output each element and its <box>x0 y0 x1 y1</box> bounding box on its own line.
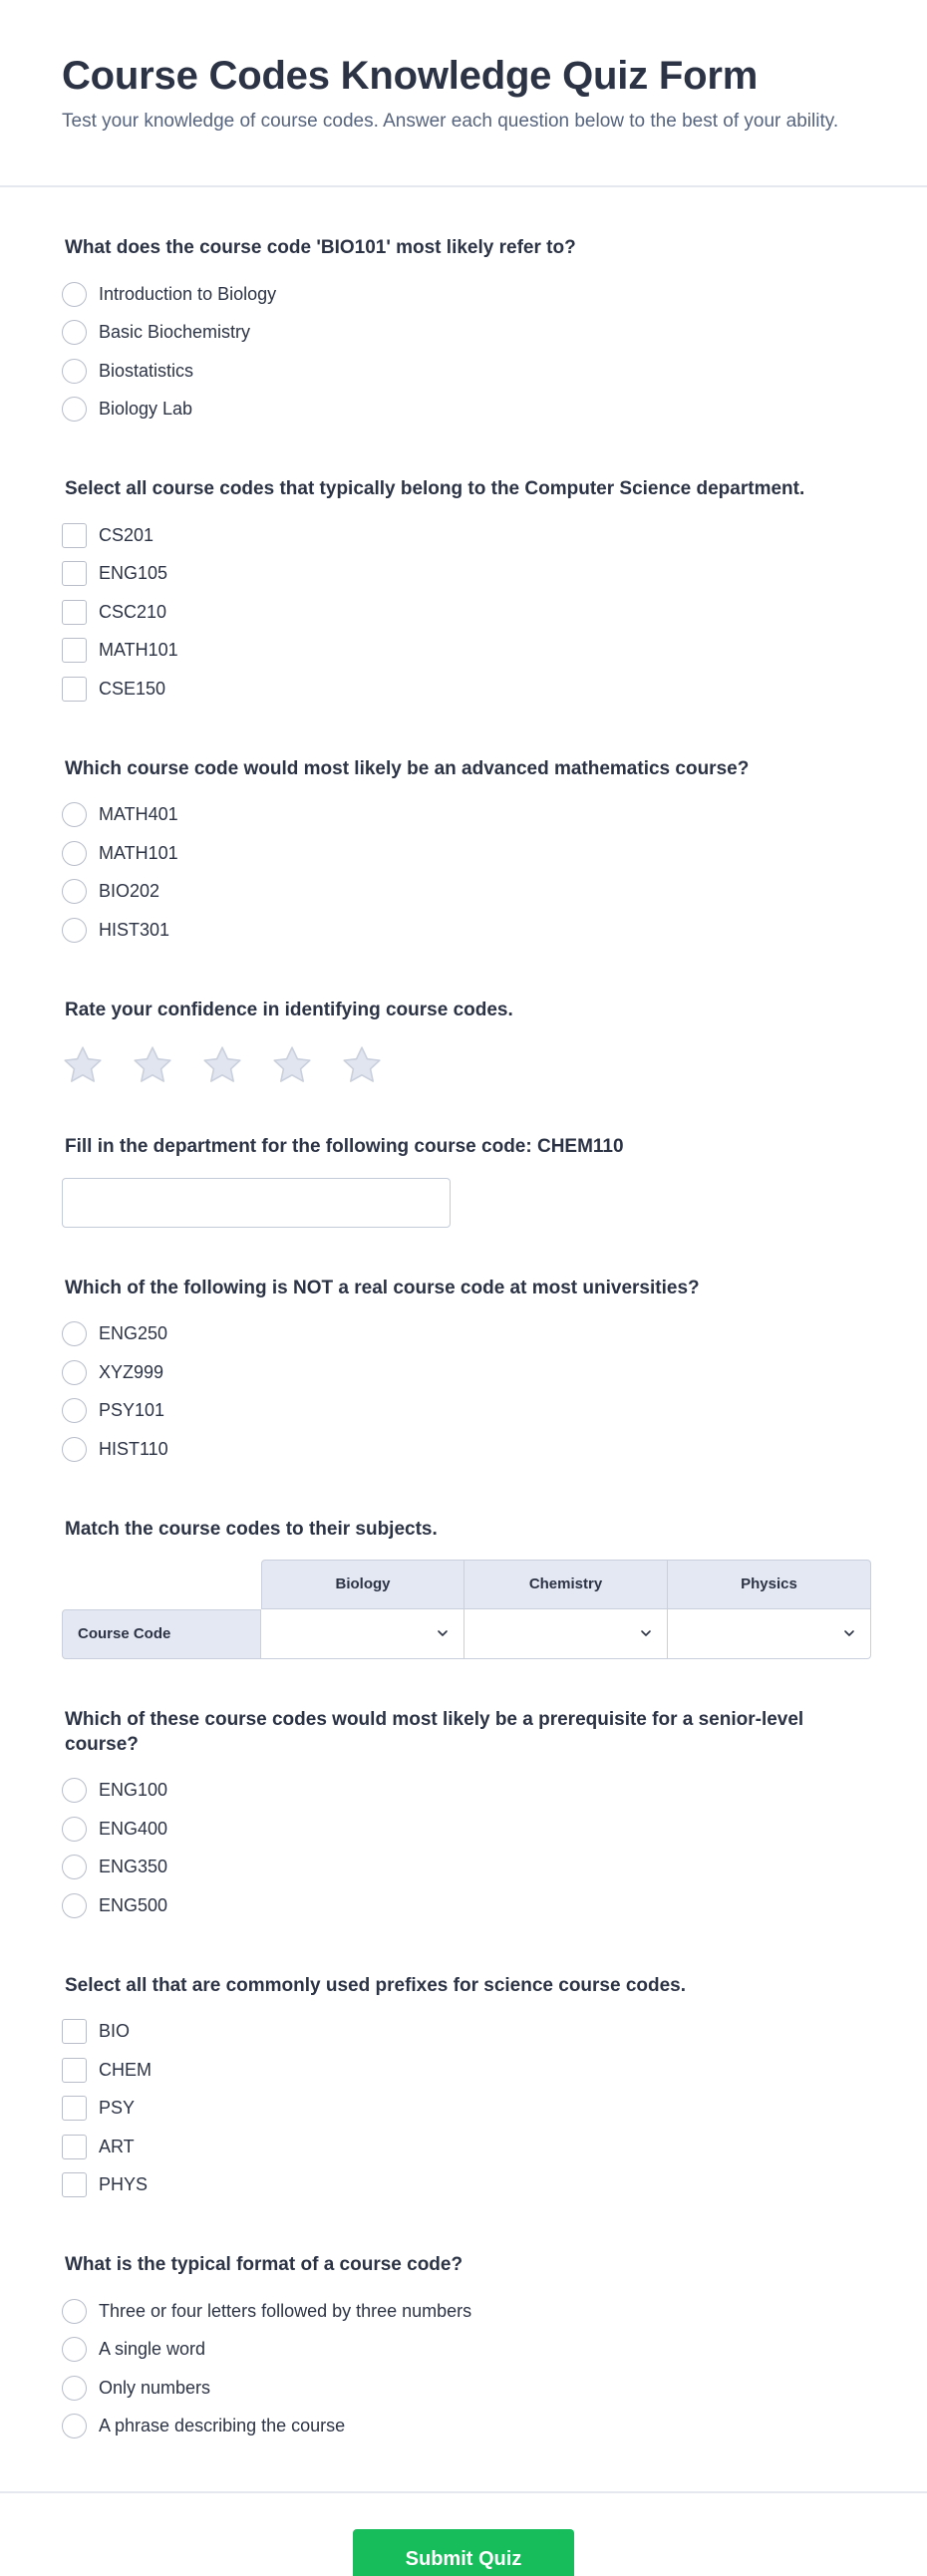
question-label: What does the course code 'BIO101' most likely refer to? <box>65 237 576 258</box>
radio-button[interactable] <box>62 1855 87 1879</box>
checkbox[interactable] <box>62 638 87 663</box>
radio-button[interactable] <box>62 2337 87 2362</box>
radio-button[interactable] <box>62 2376 87 2401</box>
form-header <box>0 0 927 187</box>
radio-group <box>62 2292 865 2445</box>
radio-button[interactable] <box>62 320 87 345</box>
checkbox[interactable] <box>62 2019 87 2044</box>
star-icon[interactable] <box>132 1044 173 1086</box>
option-label: Biology Lab <box>99 399 193 420</box>
department-input[interactable] <box>62 1178 451 1228</box>
radio-button[interactable] <box>62 1360 87 1385</box>
option-label: HIST110 <box>99 1438 168 1459</box>
radio-option[interactable] <box>62 2369 865 2408</box>
matching-matrix <box>62 1560 865 1659</box>
radio-option[interactable] <box>62 2292 865 2331</box>
option-label: Only numbers <box>99 2377 211 2398</box>
option-label: A single word <box>99 2339 206 2360</box>
checkbox-group <box>62 2013 865 2205</box>
radio-option[interactable] <box>62 1430 865 1469</box>
question-bio101 <box>62 187 865 429</box>
star-icon[interactable] <box>62 1044 104 1086</box>
matrix-dropdown[interactable] <box>464 1609 668 1659</box>
checkbox-option[interactable] <box>62 555 865 594</box>
option-label: ENG400 <box>99 1818 168 1839</box>
option-label: ENG100 <box>99 1780 168 1801</box>
question-label: Which course code would most likely be an advanced mathematics course? <box>65 757 750 779</box>
questions-container <box>0 187 927 2445</box>
question-prerequisite <box>62 1659 865 1925</box>
radio-button[interactable] <box>62 2414 87 2438</box>
checkbox[interactable] <box>62 2058 87 2083</box>
checkbox-option[interactable] <box>62 2166 865 2205</box>
radio-option[interactable] <box>62 275 865 314</box>
star-icon[interactable] <box>201 1044 243 1086</box>
checkbox[interactable] <box>62 2096 87 2121</box>
radio-option[interactable] <box>62 1315 865 1354</box>
option-label: CHEM <box>99 2059 152 2080</box>
option-label: CSE150 <box>99 678 166 699</box>
option-label: Basic Biochemistry <box>99 322 251 343</box>
form-footer <box>0 2491 927 2576</box>
checkbox-option[interactable] <box>62 593 865 632</box>
question-not-real-code <box>62 1228 865 1469</box>
matrix-row-label: Course Code <box>62 1609 261 1659</box>
option-label: HIST301 <box>99 919 170 940</box>
radio-button[interactable] <box>62 879 87 904</box>
radio-option[interactable] <box>62 1849 865 1887</box>
radio-option[interactable] <box>62 2331 865 2370</box>
option-label: PSY101 <box>99 1400 165 1421</box>
radio-button[interactable] <box>62 397 87 422</box>
option-label: XYZ999 <box>99 1361 164 1382</box>
radio-button[interactable] <box>62 1321 87 1346</box>
radio-option[interactable] <box>62 2408 865 2446</box>
radio-option[interactable] <box>62 1886 865 1925</box>
option-label: MATH401 <box>99 804 178 825</box>
question-advanced-math <box>62 709 865 950</box>
option-label: ENG250 <box>99 1323 168 1344</box>
radio-group <box>62 796 865 950</box>
option-label: MATH101 <box>99 842 178 863</box>
radio-button[interactable] <box>62 841 87 866</box>
option-label: BIO <box>99 2021 131 2042</box>
radio-option[interactable] <box>62 314 865 353</box>
question-label: Fill in the department for the following course code: CHEM110 <box>65 1135 624 1157</box>
option-label: Three or four letters followed by three numbers <box>99 2300 472 2321</box>
option-label: ART <box>99 2136 135 2156</box>
question-label: Select all course codes that typically belong to the Computer Science department. <box>65 478 805 499</box>
option-label: PSY <box>99 2098 136 2119</box>
chevron-down-icon <box>639 1626 653 1640</box>
radio-option[interactable] <box>62 834 865 873</box>
checkbox-option[interactable] <box>62 2051 865 2090</box>
radio-button[interactable] <box>62 802 87 827</box>
checkbox-option[interactable] <box>62 2128 865 2166</box>
radio-button[interactable] <box>62 1893 87 1918</box>
question-chem110-department <box>62 1086 865 1228</box>
star-icon[interactable] <box>271 1044 313 1086</box>
radio-button[interactable] <box>62 1398 87 1423</box>
matrix-corner <box>62 1560 261 1609</box>
question-label: Match the course codes to their subjects. <box>65 1518 438 1540</box>
option-label: BIO202 <box>99 881 160 902</box>
option-label: A phrase describing the course <box>99 2416 346 2436</box>
option-label: CS201 <box>99 524 154 545</box>
matrix-dropdown[interactable] <box>261 1609 464 1659</box>
radio-option[interactable] <box>62 911 865 950</box>
matrix-column-header: Chemistry <box>464 1560 668 1609</box>
radio-group <box>62 1772 865 1925</box>
checkbox-option[interactable] <box>62 2013 865 2052</box>
question-label: Select all that are commonly used prefixes for science course codes. <box>65 1974 687 1996</box>
radio-button[interactable] <box>62 1817 87 1842</box>
option-label: CSC210 <box>99 601 167 622</box>
option-label: PHYS <box>99 2174 149 2195</box>
option-label: MATH101 <box>99 640 178 661</box>
checkbox-option[interactable] <box>62 516 865 555</box>
radio-option[interactable] <box>62 352 865 391</box>
radio-button[interactable] <box>62 2299 87 2324</box>
question-label: Which of the following is NOT a real course code at most universities? <box>65 1277 700 1298</box>
option-label: Introduction to Biology <box>99 283 277 304</box>
star-rating <box>62 1044 865 1086</box>
form-description: Test your knowledge of course codes. Answer each question below to the best of your ability. <box>62 111 839 132</box>
checkbox[interactable] <box>62 523 87 548</box>
checkbox[interactable] <box>62 561 87 586</box>
matrix-column-header: Biology <box>261 1560 464 1609</box>
star-icon[interactable] <box>341 1044 383 1086</box>
question-computer-science <box>62 429 865 709</box>
radio-button[interactable] <box>62 1437 87 1462</box>
radio-option[interactable] <box>62 1772 865 1811</box>
checkbox-option[interactable] <box>62 2090 865 2129</box>
question-label: What is the typical format of a course code? <box>65 2254 464 2275</box>
matrix-column-header: Physics <box>668 1560 871 1609</box>
radio-option[interactable] <box>62 1353 865 1392</box>
radio-button[interactable] <box>62 359 87 384</box>
checkbox-option[interactable] <box>62 670 865 709</box>
checkbox-option[interactable] <box>62 632 865 671</box>
question-science-prefixes <box>62 1925 865 2205</box>
checkbox-group <box>62 516 865 709</box>
radio-option[interactable] <box>62 796 865 835</box>
radio-option[interactable] <box>62 1810 865 1849</box>
radio-option[interactable] <box>62 391 865 429</box>
question-match-subjects <box>62 1469 865 1659</box>
radio-button[interactable] <box>62 918 87 943</box>
checkbox[interactable] <box>62 600 87 625</box>
checkbox[interactable] <box>62 677 87 702</box>
question-label: Which of these course codes would most likely be a prerequisite for a senior-level course? <box>65 1708 804 1755</box>
chevron-down-icon <box>436 1626 450 1640</box>
checkbox[interactable] <box>62 2172 87 2197</box>
question-course-code-format <box>62 2204 865 2445</box>
radio-group <box>62 275 865 429</box>
radio-button[interactable] <box>62 282 87 307</box>
checkbox[interactable] <box>62 2135 87 2159</box>
option-label: ENG350 <box>99 1857 168 1877</box>
radio-group <box>62 1315 865 1469</box>
question-confidence-rating <box>62 950 865 1086</box>
radio-option[interactable] <box>62 1392 865 1431</box>
matrix-dropdown[interactable] <box>668 1609 871 1659</box>
radio-button[interactable] <box>62 1778 87 1803</box>
question-label: Rate your confidence in identifying course codes. <box>65 999 513 1020</box>
form-title: Course Codes Knowledge Quiz Form <box>62 54 759 98</box>
radio-option[interactable] <box>62 873 865 912</box>
chevron-down-icon <box>842 1626 856 1640</box>
option-label: ENG500 <box>99 1894 168 1915</box>
submit-quiz-button[interactable]: Submit Quiz <box>353 2529 574 2576</box>
option-label: Biostatistics <box>99 360 194 381</box>
option-label: ENG105 <box>99 563 168 584</box>
